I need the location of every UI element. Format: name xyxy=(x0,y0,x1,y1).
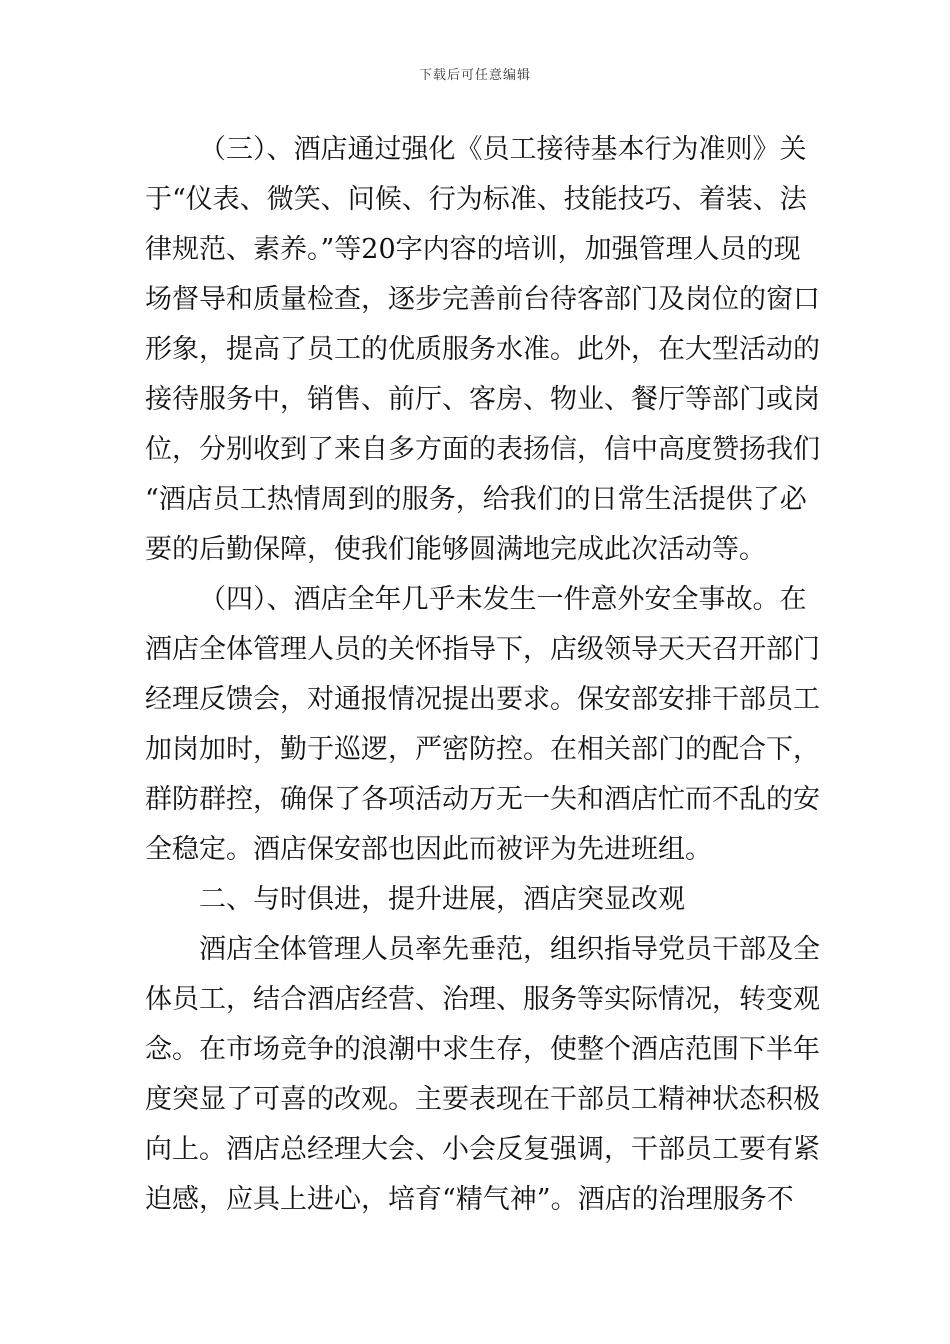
text-line: 迫感，应具上进心，培育“精气神”。酒店的治理服务不 xyxy=(145,1184,794,1215)
text-line: （三）、酒店通过强化《员工接待基本行为准则》关 xyxy=(199,134,807,165)
text-line: 接待服务中，销售、前厅、客房、物业、餐厅等部门或岗 xyxy=(145,384,820,415)
text-line: 场督导和质量检查，逐步完善前台待客部门及岗位的窗口 xyxy=(145,284,820,315)
text-line: 向上。酒店总经理大会、小会反复强调，干部员工要有紧 xyxy=(145,1134,820,1165)
text-line: 酒店全体管理人员的关怀指导下，店级领导天天召开部门 xyxy=(145,634,820,665)
section-heading: 二、与时俱进，提升进展，酒店突显改观 xyxy=(199,884,685,915)
text-line: 形象，提高了员工的优质服务水准。此外，在大型活动的 xyxy=(145,334,820,365)
text-line: “酒店员工热情周到的服务，给我们的日常生活提供了必 xyxy=(145,484,807,515)
text-line: 经理反馈会，对通报情况提出要求。保安部安排干部员工 xyxy=(145,684,820,715)
text-line: 位，分别收到了来自多方面的表扬信，信中高度赞扬我们 xyxy=(145,434,820,465)
text-line: 于“仪表、微笑、问候、行为标准、技能技巧、着装、法 xyxy=(145,184,807,215)
page-header: 下载后可任意编辑 xyxy=(418,68,531,83)
text-line: 度突显了可喜的改观。主要表现在干部员工精神状态积极 xyxy=(145,1084,820,1115)
text-line: 律规范、素养。”等20字内容的培训，加强管理人员的现 xyxy=(145,234,801,265)
text-line: （四）、酒店全年几乎未发生一件意外安全事故。在 xyxy=(199,584,807,615)
text-line: 酒店全体管理人员率先垂范，组织指导党员干部及全 xyxy=(199,934,820,965)
text-line: 群防群控，确保了各项活动万无一失和酒店忙而不乱的安 xyxy=(145,784,820,815)
text-line: 全稳定。酒店保安部也因此而被评为先进班组。 xyxy=(145,834,712,865)
text-line: 念。在市场竞争的浪潮中求生存，使整个酒店范围下半年 xyxy=(145,1034,820,1065)
text-line: 要的后勤保障，使我们能够圆满地完成此次活动等。 xyxy=(145,534,766,565)
text-line: 体员工，结合酒店经营、治理、服务等实际情况，转变观 xyxy=(145,984,820,1015)
text-line: 加岗加时，勤于巡逻，严密防控。在相关部门的配合下， xyxy=(145,734,820,765)
